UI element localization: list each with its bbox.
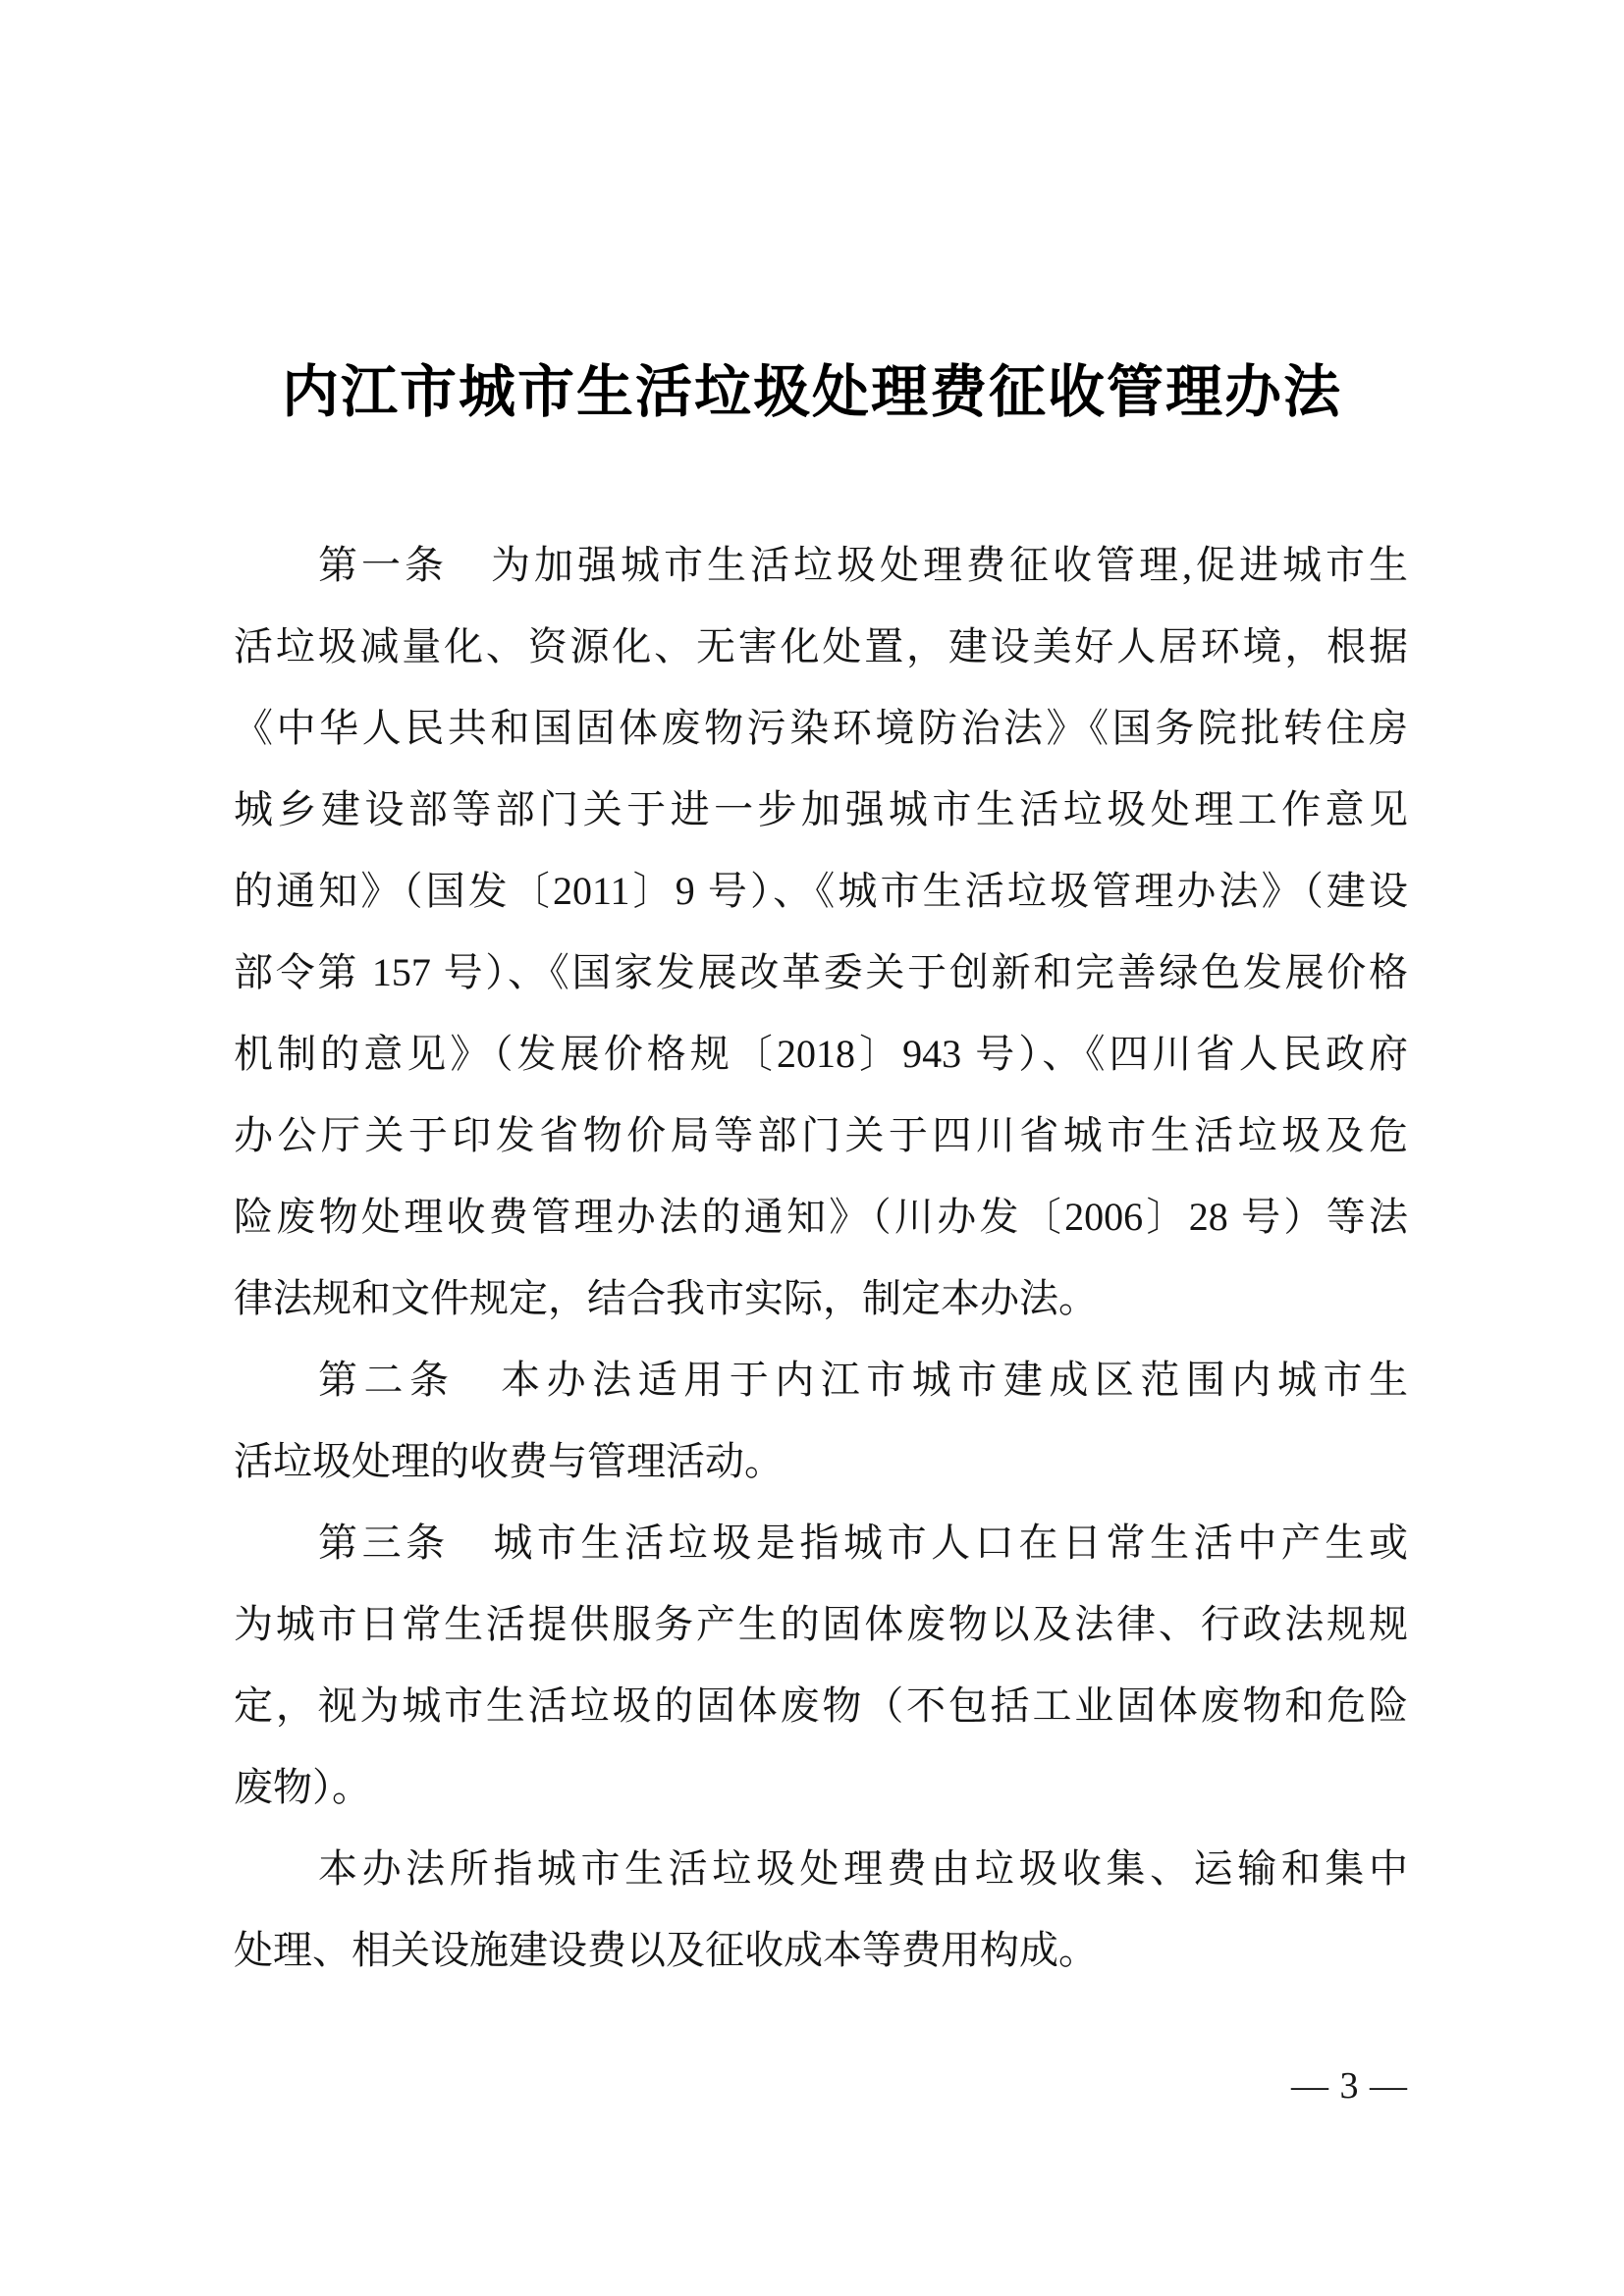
text-line: 定，视为城市生活垃圾的固体废物（不包括工业固体废物和危险 — [234, 1683, 1408, 1728]
page-number: — 3 — — [1291, 2065, 1408, 2107]
text-line: 处理、相关设施建设费以及征收成本等费用构成。 — [234, 1928, 1098, 1972]
text-line: 活垃圾减量化、资源化、无害化处置，建设美好人居环境，根据 — [234, 624, 1408, 668]
document-body — [234, 524, 1408, 1991]
text-line: 活垃圾处理的收费与管理活动。 — [234, 1439, 784, 1483]
text-line: 机制的意见》（发展价格规〔2018〕943 号）、《四川省人民政府 — [234, 1032, 1408, 1076]
document-title: 内江市城市生活垃圾处理费征收管理办法 — [281, 360, 1342, 424]
text-line: 废物）。 — [234, 1765, 371, 1809]
text-line: 本办法所指城市生活垃圾处理费由垃圾收集、运输和集中 — [318, 1846, 1408, 1891]
text-line: 城乡建设部等部门关于进一步加强城市生活垃圾处理工作意见 — [234, 787, 1408, 831]
text-line: 律法规和文件规定，结合我市实际，制定本办法。 — [234, 1276, 1098, 1320]
text-line: 为城市日常生活提供服务产生的固体废物以及法律、行政法规规 — [234, 1602, 1408, 1646]
text-line: 部令第 157 号）、《国家发展改革委关于创新和完善绿色发展价格 — [234, 950, 1408, 994]
text-line: 第三条 城市生活垃圾是指城市人口在日常生活中产生或 — [318, 1521, 1408, 1565]
text-line: 《中华人民共和国固体废物污染环境防治法》《国务院批转住房 — [234, 706, 1408, 750]
text-line: 第一条 为加强城市生活垃圾处理费征收管理,促进城市生 — [318, 543, 1408, 587]
text-line: 第二条 本办法适用于内江市城市建成区范围内城市生 — [318, 1358, 1408, 1402]
text-line: 险废物处理收费管理办法的通知》（川办发〔2006〕28 号）等法 — [234, 1195, 1408, 1239]
text-line: 的通知》（国发〔2011〕9 号）、《城市生活垃圾管理办法》（建设 — [234, 869, 1408, 913]
text-line: 办公厅关于印发省物价局等部门关于四川省城市生活垃圾及危 — [234, 1113, 1408, 1157]
